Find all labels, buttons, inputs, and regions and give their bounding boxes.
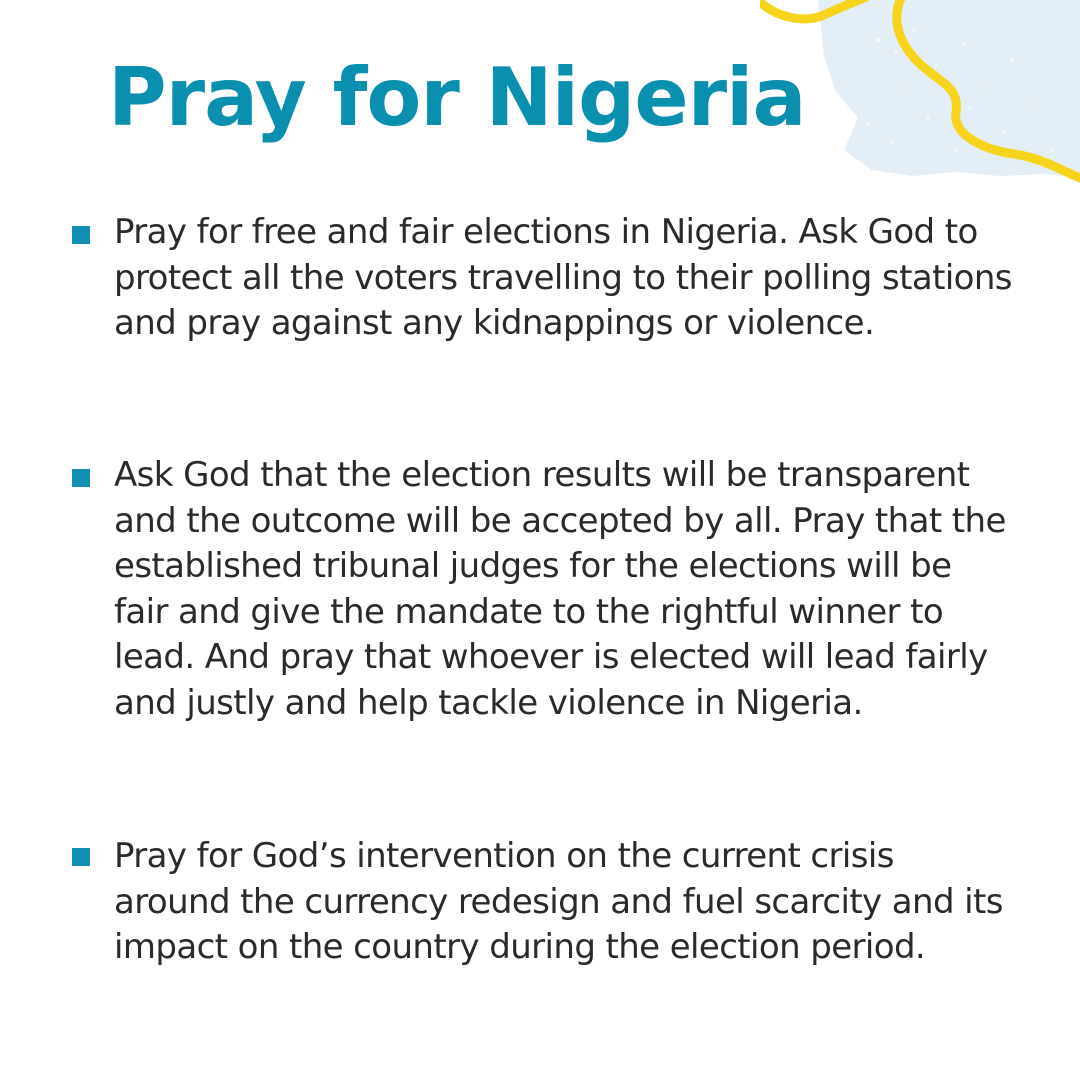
prayer-point-text: Ask God that the election results will be transparent and the outcome will be accepted by all. Pray that the established tribunal judges for the elections will be fair and give the mandate to the rightful winner to lead. And pray that whoever is elected will lead fairly and justly and help tackle violence in Nigeria. bbox=[114, 455, 1006, 723]
prayer-point-text: Pray for free and fair elections in Nigeria. Ask God to protect all the voters travelling to their polling stations and pray against any kidnappings or violence. bbox=[114, 212, 1012, 343]
square-bullet-icon bbox=[72, 469, 90, 487]
page-title: Pray for Nigeria bbox=[108, 51, 806, 144]
prayer-point-text: Pray for God’s intervention on the current crisis around the currency redesign and fuel scarcity and its impact on the country during the election period. bbox=[114, 836, 1003, 967]
map-decoration bbox=[760, 0, 1080, 200]
square-bullet-icon bbox=[72, 848, 90, 866]
square-bullet-icon bbox=[72, 226, 90, 244]
